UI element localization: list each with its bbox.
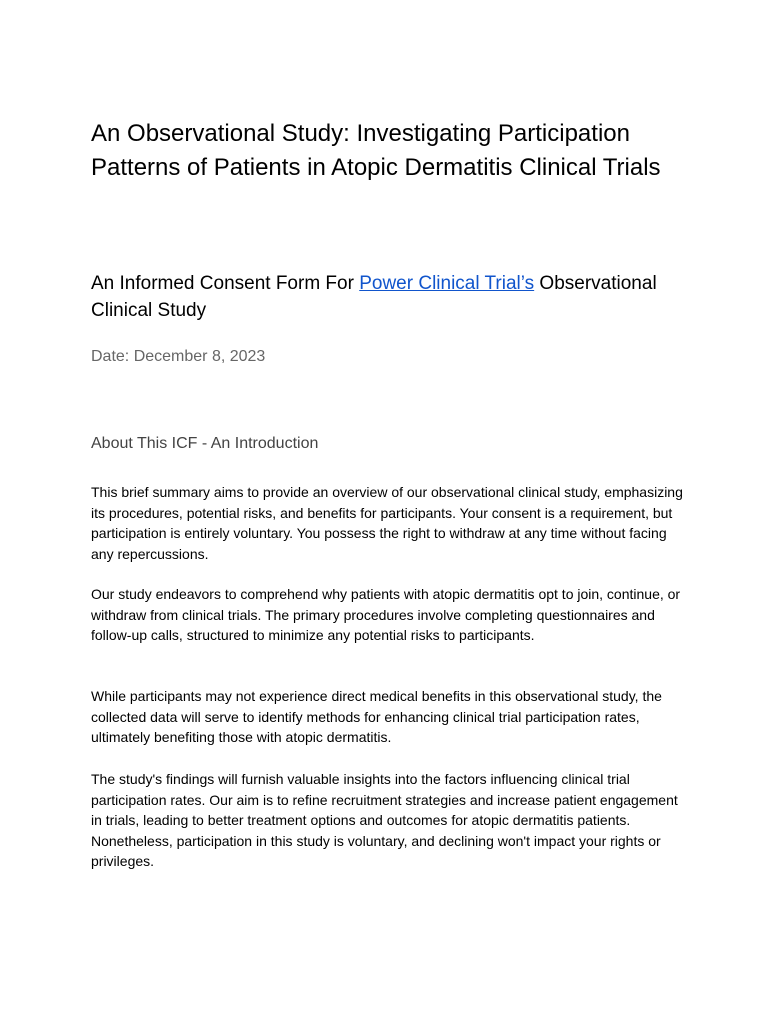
paragraph-summary: This brief summary aims to provide an overview of our observational clinical study, emphasizing its procedures, potential risks, and benefits for participants. Your consent is a requirement, but participation is entirely voluntary. You possess the right to withdraw at any time without facing any repercussions.: [91, 484, 683, 562]
document-title: An Observational Study: Investigating Participation Patterns of Patients in Atopic Dermatitis Clinical Trials: [91, 120, 661, 181]
section-heading-introduction: About This ICF - An Introduction: [91, 435, 319, 452]
paragraph-findings: The study's findings will furnish valuable insights into the factors influencing clinical trial participation rates. Our aim is to refine recruitment strategies and increase patient engagement in trials, leading to better treatment options and outcomes for atopic dermatitis patients. Nonetheless, participation in this study is voluntary, and declining won't impact your rights or privileges.: [91, 771, 678, 870]
document-subtitle: [91, 270, 691, 324]
document-date: Date: December 8, 2023: [91, 348, 266, 365]
subtitle-prefix: An Informed Consent Form For: [91, 273, 360, 294]
power-clinical-trial-link[interactable]: Power Clinical Trial’s: [359, 273, 535, 294]
paragraph-benefits: While participants may not experience direct medical benefits in this observational study, the collected data will serve to identify methods for enhancing clinical trial participation rates, ultimately benefiting those with atopic dermatitis.: [91, 688, 662, 746]
subtitle-suffix: Observational Clinical Study: [91, 273, 657, 321]
paragraph-study-aims: Our study endeavors to comprehend why patients with atopic dermatitis opt to join, continue, or withdraw from clinical trials. The primary procedures involve completing questionnaires and follow-up calls, structured to minimize any potential risks to participants.: [91, 586, 681, 644]
